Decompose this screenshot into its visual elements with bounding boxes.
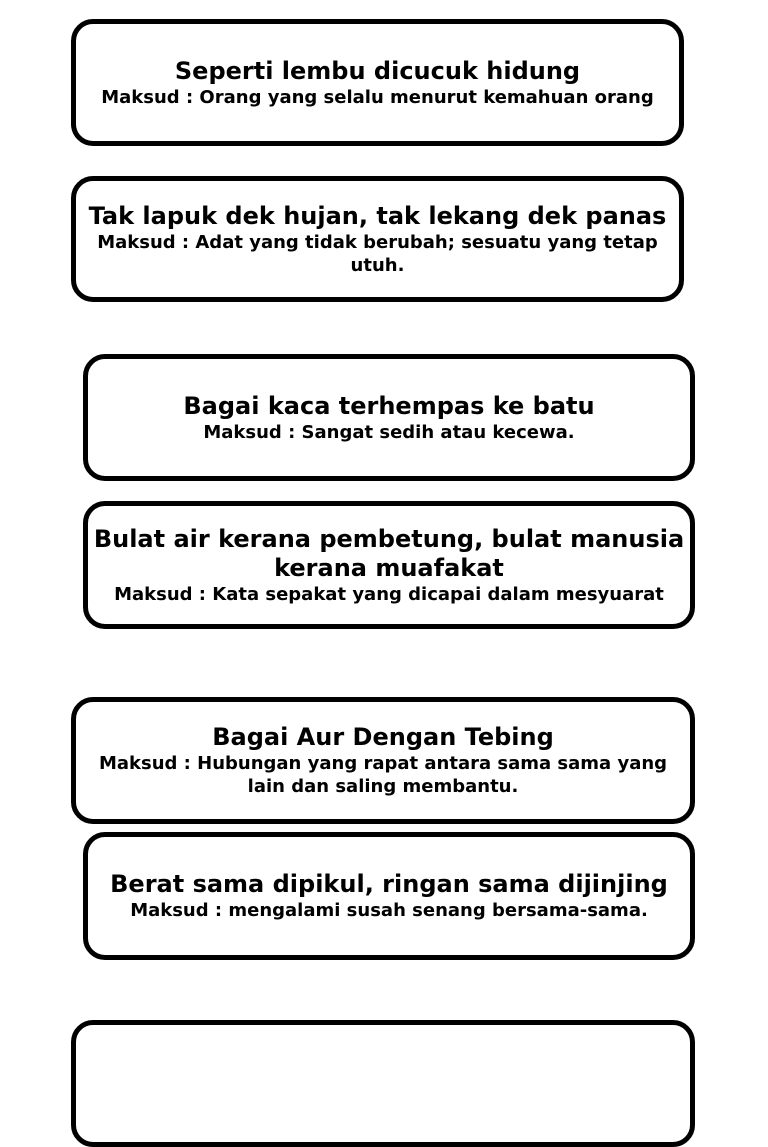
proverb-meaning: Maksud : mengalami susah senang bersama-sama. [130, 900, 648, 921]
proverb-meaning: Maksud : Adat yang tidak berubah; sesuatu yang tetap utuh. [97, 231, 658, 276]
proverb-meaning: Maksud : Kata sepakat yang dicapai dalam mesyuarat [114, 583, 664, 605]
proverb-meaning: Maksud : Orang yang selalu menurut kemahuan orang [101, 86, 654, 108]
proverb-title: Bagai Aur Dengan Tebing [212, 723, 554, 751]
proverb-meaning: Maksud : Hubungan yang rapat antara sama sama yang lain dan saling membantu. [98, 753, 668, 797]
proverb-card-7-partial [71, 1020, 695, 1147]
proverb-card-1 [71, 19, 684, 146]
proverb-meaning: Maksud : Sangat sedih atau kecewa. [203, 421, 575, 443]
proverb-title: Bulat air kerana pembetung, bulat manusia kerana muafakat [93, 524, 685, 582]
proverb-card-6 [83, 832, 695, 960]
proverb-card-5 [71, 697, 695, 824]
proverb-title: Seperti lembu dicucuk hidung [174, 56, 581, 85]
proverb-title: Tak lapuk dek hujan, tak lekang dek panas [88, 201, 667, 230]
proverb-card-3 [83, 354, 695, 481]
proverb-card-2 [71, 176, 684, 302]
proverb-card-4 [83, 501, 695, 629]
proverb-title: Bagai kaca terhempas ke batu [183, 391, 595, 420]
proverb-title: Berat sama dipikul, ringan sama dijinjing [110, 870, 668, 898]
